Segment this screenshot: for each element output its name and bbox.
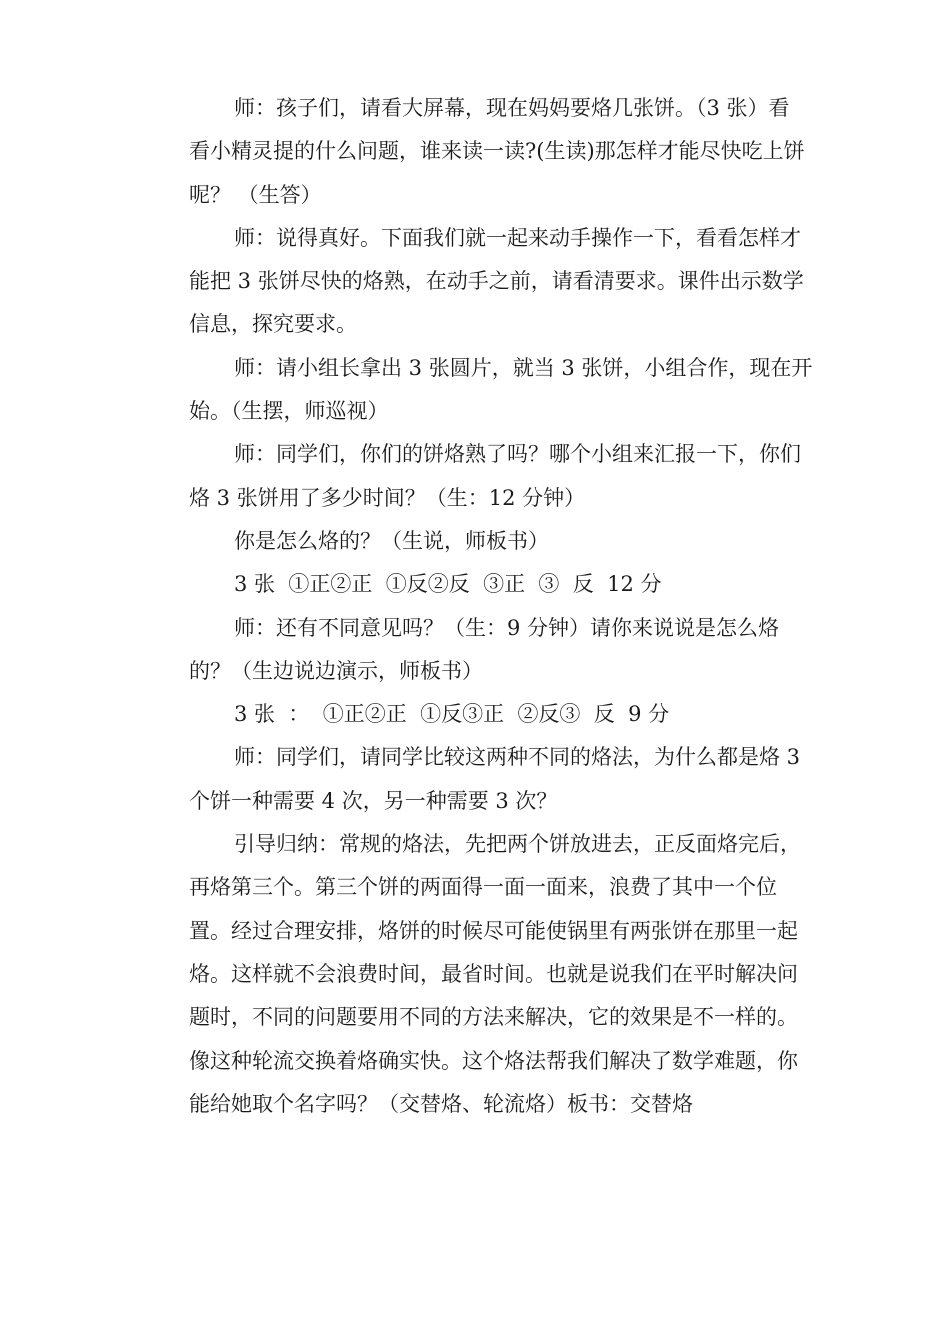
text-line: 置。经过合理安排，烙饼的时候尽可能使锅里有两张饼在那里一起 — [189, 918, 798, 943]
text-line: 看小精灵提的什么问题，谁来读一读?(生读)那怎样才能尽快吃上饼 — [189, 139, 805, 164]
text-line: 呢？ （生答） — [189, 182, 322, 207]
text-line: 师：同学们，请同学比较这两种不同的烙法，为什么都是烙 3 — [234, 745, 801, 770]
text-line: 师：说得真好。下面我们就一起来动手操作一下，看看怎样才 — [234, 225, 801, 250]
text-line: 你是怎么烙的？（生说，师板书） — [234, 528, 549, 553]
text-line: 像这种轮流交换着烙确实快。这个烙法帮我们解决了数学难题，你 — [189, 1048, 798, 1073]
paragraph — [144, 823, 810, 1126]
paragraph — [144, 347, 813, 434]
text-line: 师：请小组长拿出 3 张圆片，就当 3 张饼，小组合作，现在开 — [234, 355, 813, 380]
paragraph — [144, 607, 810, 694]
paragraph — [144, 217, 810, 347]
text-line: 信息，探究要求。 — [189, 312, 357, 337]
text-line: 烙 3 张饼用了多少时间？（生：12 分钟） — [189, 485, 586, 510]
text-line: 的？（生边说边演示，师板书） — [189, 658, 483, 683]
board-notes-line — [144, 563, 810, 606]
text-line: 引导归纳：常规的烙法，先把两个饼放进去，正反面烙完后， — [234, 832, 801, 857]
paragraph — [144, 433, 810, 520]
text-line: 能把 3 张饼尽快的烙熟，在动手之前，请看清要求。课件出示数学 — [189, 269, 804, 294]
paragraph — [144, 736, 810, 823]
text-line: 3 张 ①正②正 ①反②反 ③正 ③ 反 12 分 — [234, 572, 662, 597]
text-line: 个饼一种需要 4 次，另一种需要 3 次？ — [189, 788, 558, 813]
text-line: 始。（生摆，师巡视） — [189, 399, 389, 424]
document-body — [144, 87, 813, 1126]
text-line: 师：还有不同意见吗？（生：9 分钟）请你来说说是怎么烙 — [234, 615, 780, 640]
paragraph — [144, 87, 810, 217]
board-notes-line — [144, 693, 810, 736]
text-line: 能给她取个名字吗？（交替烙、轮流烙）板书：交替烙 — [189, 1091, 693, 1116]
text-line: 师：同学们，你们的饼烙熟了吗？哪个小组来汇报一下，你们 — [234, 442, 801, 467]
text-line: 师：孩子们，请看大屏幕，现在妈妈要烙几张饼。（3 张）看 — [234, 96, 790, 120]
text-line: 烙。这样就不会浪费时间，最省时间。也就是说我们在平时解决问 — [189, 961, 798, 986]
paragraph — [144, 520, 810, 563]
text-line: 题时，不同的问题要用不同的方法来解决，它的效果是不一样的。 — [189, 1005, 798, 1030]
text-line: 再烙第三个。第三个饼的两面得一面一面来，浪费了其中一个位 — [189, 875, 777, 900]
text-line: 3 张 ： ①正②正 ①反③正 ②反③ 反 9 分 — [234, 702, 670, 727]
